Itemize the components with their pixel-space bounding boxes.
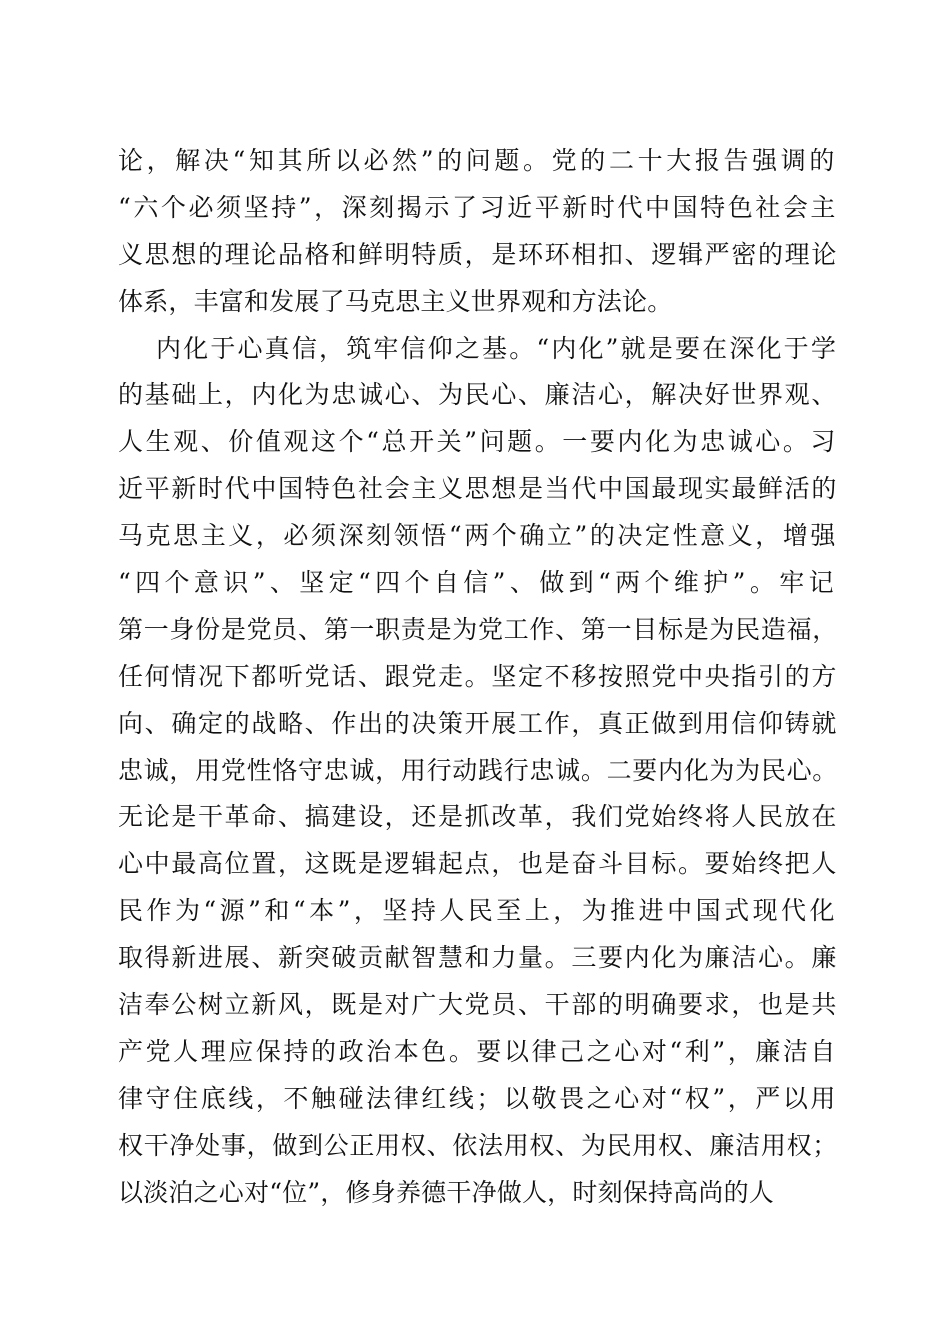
text-line: 体系，丰富和发展了马克思主义世界观和方法论。 <box>118 286 673 316</box>
text-line: 内化于心真信，筑牢信仰之基。“内化”就是要在深化于学 <box>156 333 838 363</box>
body-text <box>118 138 838 1216</box>
text-line: 取得新进展、新突破贡献智慧和力量。三要内化为廉洁心。廉 <box>118 943 838 973</box>
text-line: 人生观、价值观这个“总开关”问题。一要内化为忠诚心。习 <box>118 427 838 457</box>
text-line: 律守住底线，不触碰法律红线；以敬畏之心对“权”，严以用 <box>118 1083 838 1113</box>
text-line: 马克思主义，必须深刻领悟“两个确立”的决定性意义，增强 <box>118 521 838 551</box>
text-line: 以淡泊之心对“位”，修身养德干净做人，时刻保持高尚的人 <box>118 1177 774 1207</box>
text-line: 近平新时代中国特色社会主义思想是当代中国最现实最鲜活的 <box>118 474 838 504</box>
text-line: 任何情况下都听党话、跟党走。坚定不移按照党中央指引的方 <box>118 661 838 691</box>
text-line: 心中最高位置，这既是逻辑起点，也是奋斗目标。要始终把人 <box>118 849 838 879</box>
text-line: 第一身份是党员、第一职责是为党工作、第一目标是为民造福， <box>118 614 838 644</box>
text-line: “四个意识”、坚定“四个自信”、做到“两个维护”。牢记 <box>118 568 838 598</box>
text-line: 产党人理应保持的政治本色。要以律己之心对“利”，廉洁自 <box>118 1036 838 1066</box>
paragraph-2 <box>118 326 838 1217</box>
text-line: 忠诚，用党性恪守忠诚，用行动践行忠诚。二要内化为为民心。 <box>118 755 838 785</box>
text-line: “六个必须坚持”，深刻揭示了习近平新时代中国特色社会主 <box>118 192 838 222</box>
text-line: 向、确定的战略、作出的决策开展工作，真正做到用信仰铸就 <box>118 708 838 738</box>
paragraph-1 <box>118 138 838 326</box>
text-line: 民作为“源”和“本”，坚持人民至上，为推进中国式现代化 <box>118 896 838 926</box>
text-line: 无论是干革命、搞建设，还是抓改革，我们党始终将人民放在 <box>118 802 838 832</box>
text-line: 义思想的理论品格和鲜明特质，是环环相扣、逻辑严密的理论 <box>118 239 838 269</box>
text-line: 的基础上，内化为忠诚心、为民心、廉洁心，解决好世界观、 <box>118 380 838 410</box>
text-line: 权干净处事，做到公正用权、依法用权、为民用权、廉洁用权； <box>118 1130 838 1160</box>
text-line: 洁奉公树立新风，既是对广大党员、干部的明确要求，也是共 <box>118 990 838 1020</box>
text-line: 论，解决“知其所以必然”的问题。党的二十大报告强调的 <box>118 146 838 175</box>
